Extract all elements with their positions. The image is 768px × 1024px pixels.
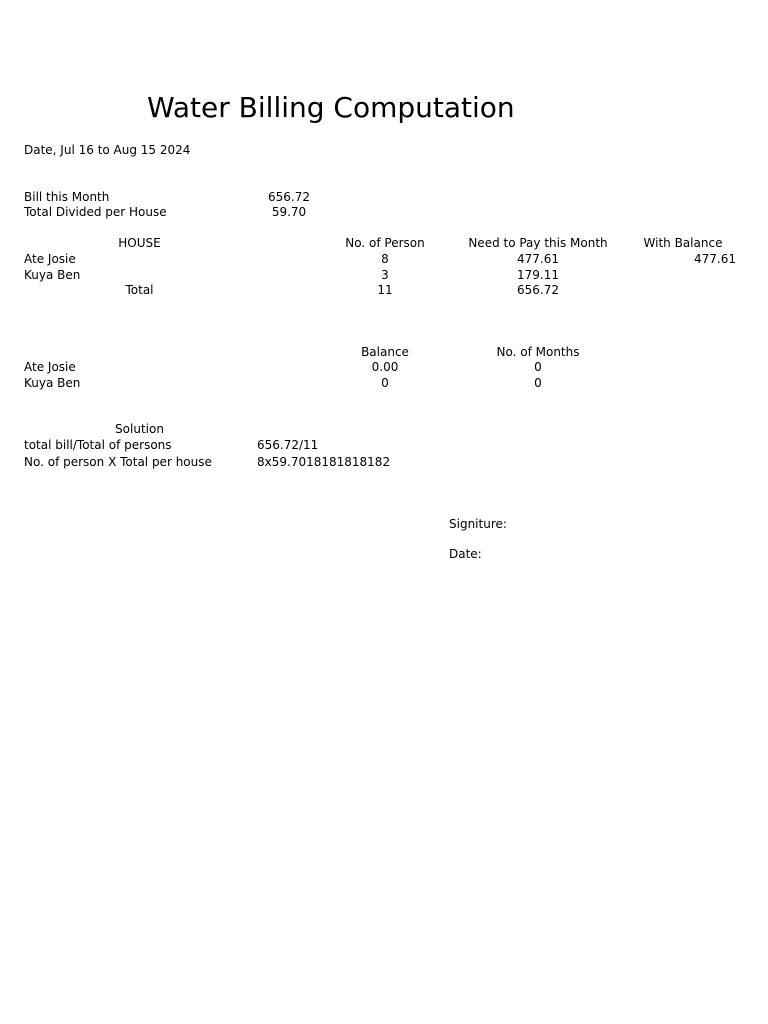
solution-line2-label: No. of person X Total per house xyxy=(24,455,212,469)
row-house: Kuya Ben xyxy=(24,376,81,390)
solution-line1-label: total bill/Total of persons xyxy=(24,438,172,452)
row-house: Kuya Ben xyxy=(24,268,81,282)
col-header-with-balance: With Balance xyxy=(643,236,723,250)
col-header-months: No. of Months xyxy=(496,345,580,359)
signature-date-label: Date: xyxy=(449,547,482,561)
col-header-persons: No. of Person xyxy=(345,236,425,250)
solution-line2-value: 8x59.7018181818182 xyxy=(257,455,391,469)
row-persons: 8 xyxy=(381,252,389,266)
row-balance: 0 xyxy=(381,376,389,390)
divided-value: 59.70 xyxy=(271,205,307,219)
solution-heading: Solution xyxy=(115,422,164,436)
row-months: 0 xyxy=(534,360,542,374)
row-need-to-pay: 179.11 xyxy=(517,268,559,282)
solution-line1-value: 656.72/11 xyxy=(257,438,319,452)
col-header-balance: Balance xyxy=(361,345,409,359)
row-with-balance: 477.61 xyxy=(694,252,736,266)
bill-value: 656.72 xyxy=(268,190,310,204)
total-label: Total xyxy=(125,283,154,297)
date-line: Date, Jul 16 to Aug 15 2024 xyxy=(24,143,191,157)
total-persons: 11 xyxy=(377,283,393,297)
col-header-need-to-pay: Need to Pay this Month xyxy=(468,236,608,250)
total-need-to-pay: 656.72 xyxy=(517,283,559,297)
bill-label: Bill this Month xyxy=(24,190,110,204)
signature-label: Signiture: xyxy=(449,517,507,531)
row-need-to-pay: 477.61 xyxy=(517,252,559,266)
row-months: 0 xyxy=(534,376,542,390)
col-header-house: HOUSE xyxy=(118,236,161,250)
row-house: Ate Josie xyxy=(24,360,76,374)
divided-label: Total Divided per House xyxy=(24,205,167,219)
row-balance: 0.00 xyxy=(371,360,399,374)
row-persons: 3 xyxy=(381,268,389,282)
page-title: Water Billing Computation xyxy=(147,91,515,124)
row-house: Ate Josie xyxy=(24,252,76,266)
